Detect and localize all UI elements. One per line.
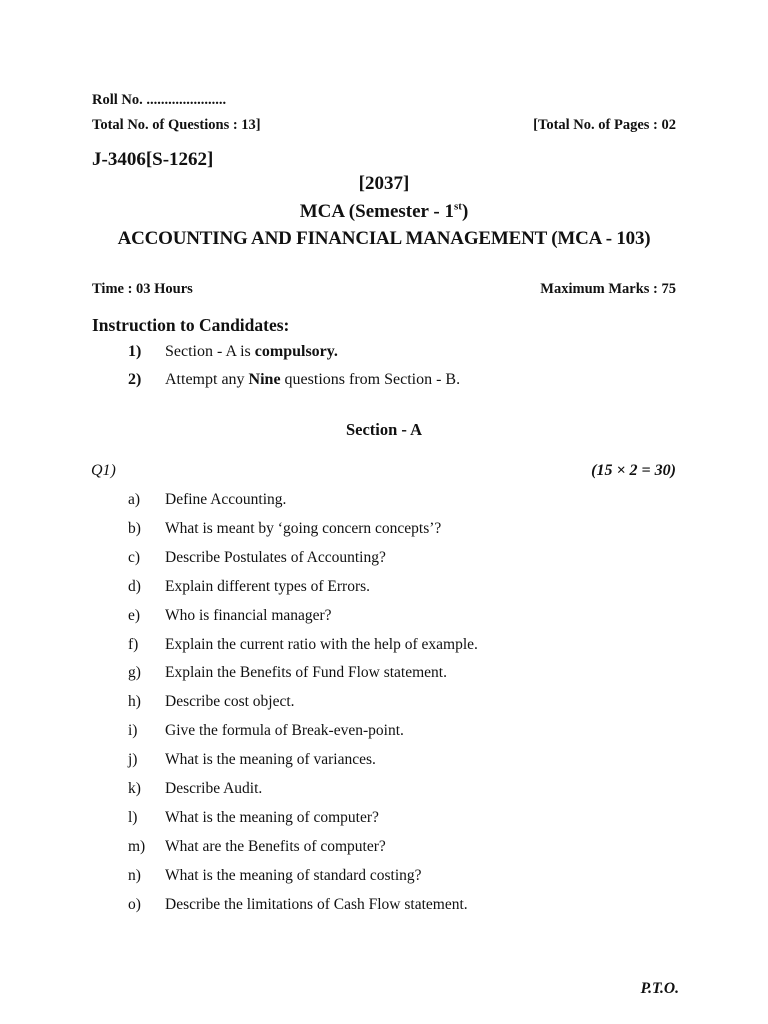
question-letter: l)	[128, 809, 138, 826]
question-text: Explain different types of Errors.	[165, 578, 371, 595]
instruction-text	[165, 343, 338, 361]
semester-prefix: MCA (Semester - 1	[299, 201, 454, 222]
paper-code: J-3406[S-1262]	[92, 149, 214, 170]
question-text: Give the formula of Break-even-point.	[165, 722, 404, 739]
total-questions: Total No. of Questions : 13]	[92, 117, 261, 133]
instruction-text	[165, 371, 460, 389]
question-text: Explain the Benefits of Fund Flow statement.	[165, 664, 447, 681]
question-text: What is meant by ‘going concern concepts’?	[165, 520, 442, 537]
subject-title: ACCOUNTING AND FINANCIAL MANAGEMENT (MCA - 103)	[117, 228, 651, 249]
question-marks: (15 × 2 = 30)	[591, 462, 676, 479]
question-label: Q1)	[91, 462, 116, 479]
instruction-number: 2)	[128, 371, 142, 388]
question-letter: m)	[128, 838, 146, 855]
instruction-pre: Attempt any	[165, 371, 249, 388]
question-letter: c)	[128, 549, 141, 566]
question-letter: e)	[128, 607, 141, 624]
question-letter: f)	[128, 636, 139, 653]
question-text: Describe cost object.	[165, 693, 295, 710]
exam-time: Time : 03 Hours	[92, 281, 193, 297]
instructions-heading: Instruction to Candidates:	[92, 315, 290, 335]
semester-title	[0, 201, 768, 223]
question-letter: i)	[128, 722, 138, 739]
question-letter: h)	[128, 693, 141, 710]
question-letter: d)	[128, 578, 141, 595]
question-letter: j)	[128, 751, 138, 768]
question-text: What is the meaning of computer?	[165, 809, 379, 826]
question-letter: k)	[128, 780, 141, 797]
paper-number: [2037]	[358, 173, 410, 194]
roll-number: Roll No. ......................	[92, 92, 227, 108]
instruction-number: 1)	[128, 343, 142, 360]
question-text: Describe Postulates of Accounting?	[165, 549, 386, 566]
maximum-marks: Maximum Marks : 75	[540, 281, 676, 297]
question-text: What is the meaning of variances.	[165, 751, 376, 768]
question-text: Describe the limitations of Cash Flow statement.	[165, 896, 468, 913]
section-a-title: Section - A	[345, 420, 423, 439]
page-turn-over: P.T.O.	[640, 980, 679, 997]
question-text: What is the meaning of standard costing?	[165, 867, 422, 884]
question-letter: g)	[128, 664, 141, 681]
question-text: Who is financial manager?	[165, 607, 332, 624]
question-text: Define Accounting.	[165, 491, 287, 508]
question-letter: b)	[128, 520, 141, 537]
instruction-bold: Nine	[248, 371, 281, 388]
question-text: What are the Benefits of computer?	[165, 838, 386, 855]
instruction-pre: Section - A is	[165, 343, 255, 360]
instruction-post: questions from Section - B.	[280, 371, 461, 388]
instruction-bold: compulsory.	[254, 343, 338, 360]
question-letter: o)	[128, 896, 141, 913]
semester-superscript: st	[453, 200, 462, 213]
semester-suffix: )	[461, 201, 469, 222]
question-letter: n)	[128, 867, 141, 884]
question-text: Describe Audit.	[165, 780, 263, 797]
question-letter: a)	[128, 491, 141, 508]
total-pages: [Total No. of Pages : 02	[533, 117, 676, 133]
question-text: Explain the current ratio with the help of example.	[165, 636, 478, 653]
